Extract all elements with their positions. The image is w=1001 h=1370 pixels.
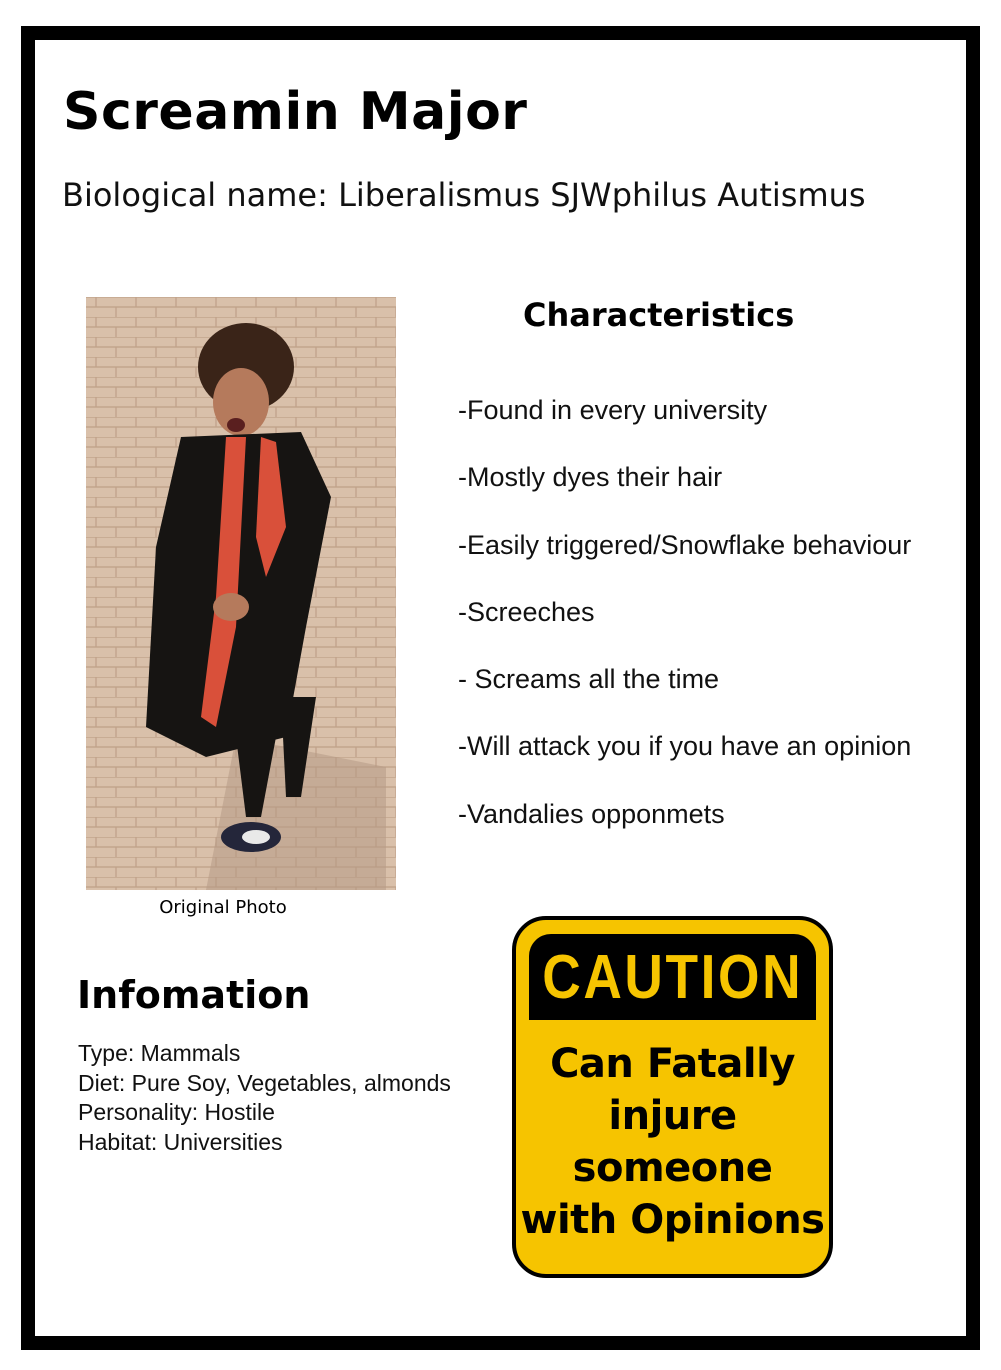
characteristics-list <box>458 390 911 861</box>
characteristic-item: -Easily triggered/Snowflake behaviour <box>458 529 912 560</box>
page-title: Screamin Major <box>63 82 528 142</box>
caution-header <box>529 934 816 1020</box>
characteristic-item: -Vandalies opponmets <box>458 798 725 829</box>
caution-message <box>516 1038 829 1246</box>
caution-sign <box>512 916 833 1278</box>
information-item: Diet: Pure Soy, Vegetables, almonds <box>78 1069 451 1096</box>
information-item: Habitat: Universities <box>78 1128 283 1155</box>
characteristic-item: -Screeches <box>458 596 595 627</box>
characteristics-heading: Characteristics <box>523 296 795 334</box>
characteristic-item: - Screams all the time <box>458 664 720 695</box>
caution-line: with Opinions <box>520 1197 825 1243</box>
photo-illustration <box>86 297 396 890</box>
caution-line: someone <box>572 1145 773 1191</box>
information-item: Type: Mammals <box>78 1040 241 1066</box>
characteristic-item: -Mostly dyes their hair <box>458 462 723 493</box>
information-item: Personality: Hostile <box>78 1099 275 1125</box>
original-photo <box>86 297 396 890</box>
information-list <box>78 1039 451 1157</box>
information-heading: Infomation <box>77 973 311 1017</box>
caution-line: injure <box>608 1093 737 1139</box>
characteristic-item: -Found in every university <box>458 395 768 425</box>
photo-caption: Original Photo <box>159 897 287 918</box>
biological-name: Biological name: Liberalismus SJWphilus Autismus <box>62 176 866 214</box>
characteristic-item: -Will attack you if you have an opinion <box>458 731 912 762</box>
caution-header-text: CAUTION <box>542 942 803 1012</box>
caution-line: Can Fatally <box>550 1041 795 1087</box>
